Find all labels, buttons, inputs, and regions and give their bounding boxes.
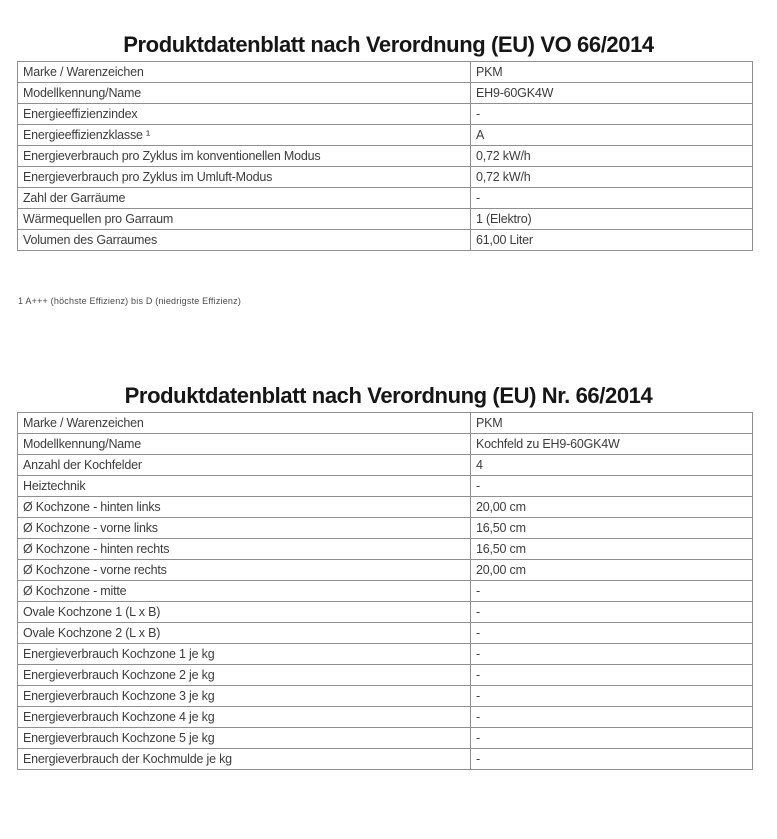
row-value: - <box>471 665 753 686</box>
row-label: Energieverbrauch Kochzone 5 je kg <box>18 728 471 749</box>
row-label: Ø Kochzone - hinten rechts <box>18 539 471 560</box>
row-value: - <box>471 581 753 602</box>
table-row <box>18 728 753 749</box>
row-label: Ø Kochzone - vorne rechts <box>18 560 471 581</box>
hob-table-body <box>18 413 753 770</box>
row-value: Kochfeld zu EH9-60GK4W <box>471 434 753 455</box>
table-row <box>18 686 753 707</box>
row-value: 0,72 kW/h <box>471 167 753 188</box>
table-row <box>18 665 753 686</box>
row-label: Energieverbrauch pro Zyklus im Umluft-Modus <box>18 167 471 188</box>
row-value: 0,72 kW/h <box>471 146 753 167</box>
table-row <box>18 560 753 581</box>
row-label: Ø Kochzone - vorne links <box>18 518 471 539</box>
table-row <box>18 707 753 728</box>
hob-datasheet-table <box>17 412 753 770</box>
row-label: Energieverbrauch Kochzone 2 je kg <box>18 665 471 686</box>
row-label: Modellkennung/Name <box>18 83 471 104</box>
row-label: Energieverbrauch Kochzone 3 je kg <box>18 686 471 707</box>
oven-datasheet-table <box>17 61 753 251</box>
row-value: - <box>471 686 753 707</box>
row-label: Heiztechnik <box>18 476 471 497</box>
table-row <box>18 167 753 188</box>
row-value: - <box>471 104 753 125</box>
row-value: 4 <box>471 455 753 476</box>
row-label: Modellkennung/Name <box>18 434 471 455</box>
table-row <box>18 188 753 209</box>
row-label: Marke / Warenzeichen <box>18 413 471 434</box>
oven-datasheet-title: Produktdatenblatt nach Verordnung (EU) VO 66/2014 <box>123 31 654 57</box>
row-value: A <box>471 125 753 146</box>
row-label: Wärmequellen pro Garraum <box>18 209 471 230</box>
table-row <box>18 83 753 104</box>
row-value: - <box>471 707 753 728</box>
row-label: Anzahl der Kochfelder <box>18 455 471 476</box>
row-value: - <box>471 188 753 209</box>
row-label: Zahl der Garräume <box>18 188 471 209</box>
row-label: Energieverbrauch der Kochmulde je kg <box>18 749 471 770</box>
row-value: 16,50 cm <box>471 518 753 539</box>
row-label: Energieverbrauch Kochzone 1 je kg <box>18 644 471 665</box>
row-label: Ovale Kochzone 1 (L x B) <box>18 602 471 623</box>
row-label: Ø Kochzone - mitte <box>18 581 471 602</box>
row-value: PKM <box>471 62 753 83</box>
efficiency-class-footnote: 1 A+++ (höchste Effizienz) bis D (niedrigste Effizienz) <box>18 296 242 306</box>
row-value: - <box>471 644 753 665</box>
table-row <box>18 104 753 125</box>
table-row <box>18 413 753 434</box>
table-row <box>18 434 753 455</box>
row-value: 20,00 cm <box>471 497 753 518</box>
row-label: Energieverbrauch pro Zyklus im konventionellen Modus <box>18 146 471 167</box>
row-label: Energieeffizienzindex <box>18 104 471 125</box>
table-row <box>18 62 753 83</box>
row-label: Energieeffizienzklasse ¹ <box>18 125 471 146</box>
oven-table-body <box>18 62 753 251</box>
table-row <box>18 230 753 251</box>
row-value: - <box>471 728 753 749</box>
row-label: Volumen des Garraumes <box>18 230 471 251</box>
table-row <box>18 581 753 602</box>
table-row <box>18 602 753 623</box>
row-label: Ø Kochzone - hinten links <box>18 497 471 518</box>
row-value: PKM <box>471 413 753 434</box>
table-row <box>18 623 753 644</box>
table-row <box>18 749 753 770</box>
hob-datasheet-title: Produktdatenblatt nach Verordnung (EU) Nr. 66/2014 <box>124 382 653 408</box>
table-row <box>18 209 753 230</box>
row-label: Energieverbrauch Kochzone 4 je kg <box>18 707 471 728</box>
row-value: 1 (Elektro) <box>471 209 753 230</box>
table-row <box>18 539 753 560</box>
row-value: 20,00 cm <box>471 560 753 581</box>
row-value: - <box>471 476 753 497</box>
row-value: - <box>471 749 753 770</box>
row-label: Ovale Kochzone 2 (L x B) <box>18 623 471 644</box>
table-row <box>18 476 753 497</box>
row-value: EH9-60GK4W <box>471 83 753 104</box>
table-row <box>18 644 753 665</box>
table-row <box>18 125 753 146</box>
row-value: 16,50 cm <box>471 539 753 560</box>
table-row <box>18 497 753 518</box>
table-row <box>18 146 753 167</box>
table-row <box>18 518 753 539</box>
row-label: Marke / Warenzeichen <box>18 62 471 83</box>
row-value: - <box>471 623 753 644</box>
row-value: 61,00 Liter <box>471 230 753 251</box>
row-value: - <box>471 602 753 623</box>
table-row <box>18 455 753 476</box>
